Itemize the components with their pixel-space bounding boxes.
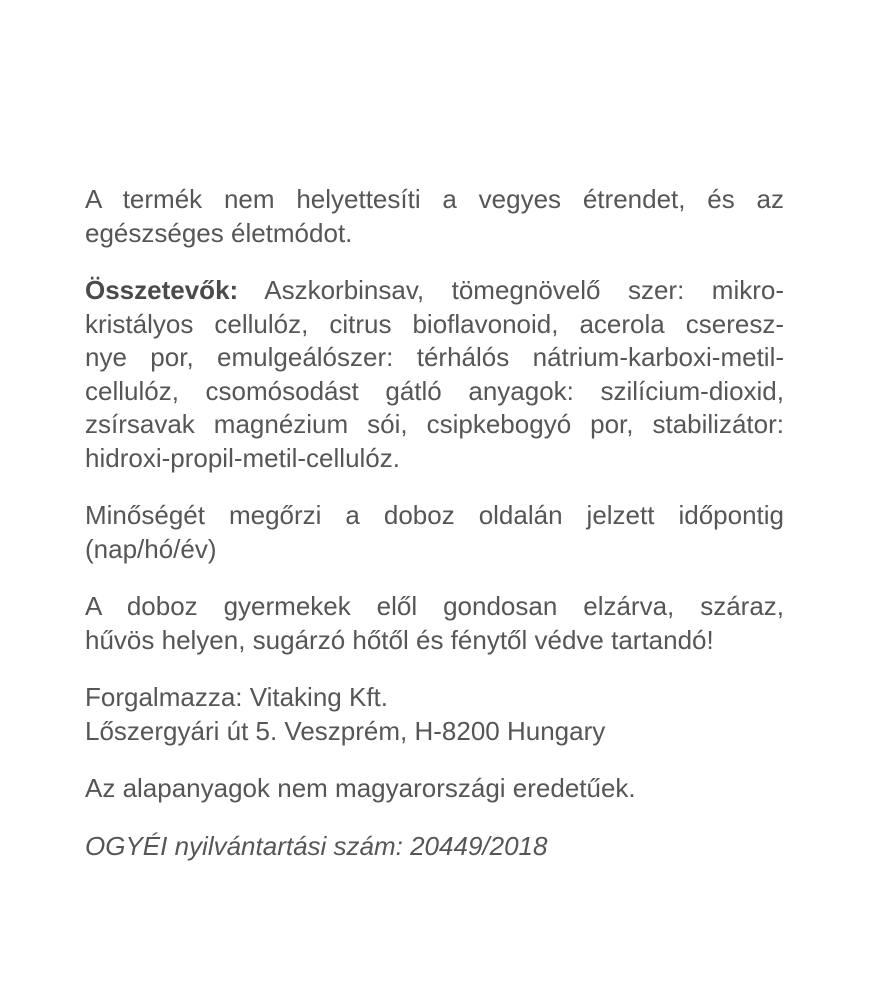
ingredients-line: cellulóz, csomósodást gátló anyagok: szilícium-dioxid, xyxy=(85,375,784,406)
ingredients-line: hidroxi-propil-metil-cellulóz. xyxy=(85,442,400,473)
distributor-paragraph xyxy=(85,681,784,748)
ingredients-line: zsírsavak magnézium sói, csipkebogyó por, stabilizátor: xyxy=(85,409,784,439)
distributor-name-line: Forgalmazza: Vitaking Kft. xyxy=(85,682,388,712)
best-before-line: (nap/hó/év) xyxy=(85,533,217,564)
ingredients-label: Összetevők: xyxy=(85,275,239,305)
ingredients-line: kristályos cellulóz, citrus bioflavonoid, acerola cseresz- xyxy=(85,308,784,339)
origin-line: Az alapanyagok nem magyarországi eredetűek. xyxy=(85,773,636,803)
disclaimer-line: egészséges életmódot. xyxy=(85,217,353,248)
ingredients-line: nye por, emulgeálószer: térhálós nátrium-karboxi-metil- xyxy=(85,342,784,372)
distributor-address-line: Lőszergyári út 5. Veszprém, H-8200 Hungary xyxy=(85,715,606,746)
origin-paragraph xyxy=(85,772,784,806)
ingredients-line-text: Aszkorbinsav, tömegnövelő szer: mikro- xyxy=(264,275,784,305)
ingredients-line xyxy=(85,274,784,308)
disclaimer-line: A termék nem helyettesíti a vegyes étrendet, és az xyxy=(85,184,784,214)
ingredients-paragraph xyxy=(85,274,784,475)
storage-line: hűvös helyen, sugárzó hőtől és fénytől védve tartandó! xyxy=(85,624,714,655)
best-before-line: Minőségét megőrzi a doboz oldalán jelzett időpontig xyxy=(85,500,784,530)
storage-paragraph xyxy=(85,590,784,657)
registration-paragraph xyxy=(85,830,784,864)
storage-line: A doboz gyermekek elől gondosan elzárva, száraz, xyxy=(85,591,784,621)
registration-number-line: OGYÉI nyilvántartási szám: 20449/2018 xyxy=(85,830,548,861)
label-text-block xyxy=(85,183,784,887)
best-before-paragraph xyxy=(85,499,784,566)
disclaimer-paragraph xyxy=(85,183,784,250)
